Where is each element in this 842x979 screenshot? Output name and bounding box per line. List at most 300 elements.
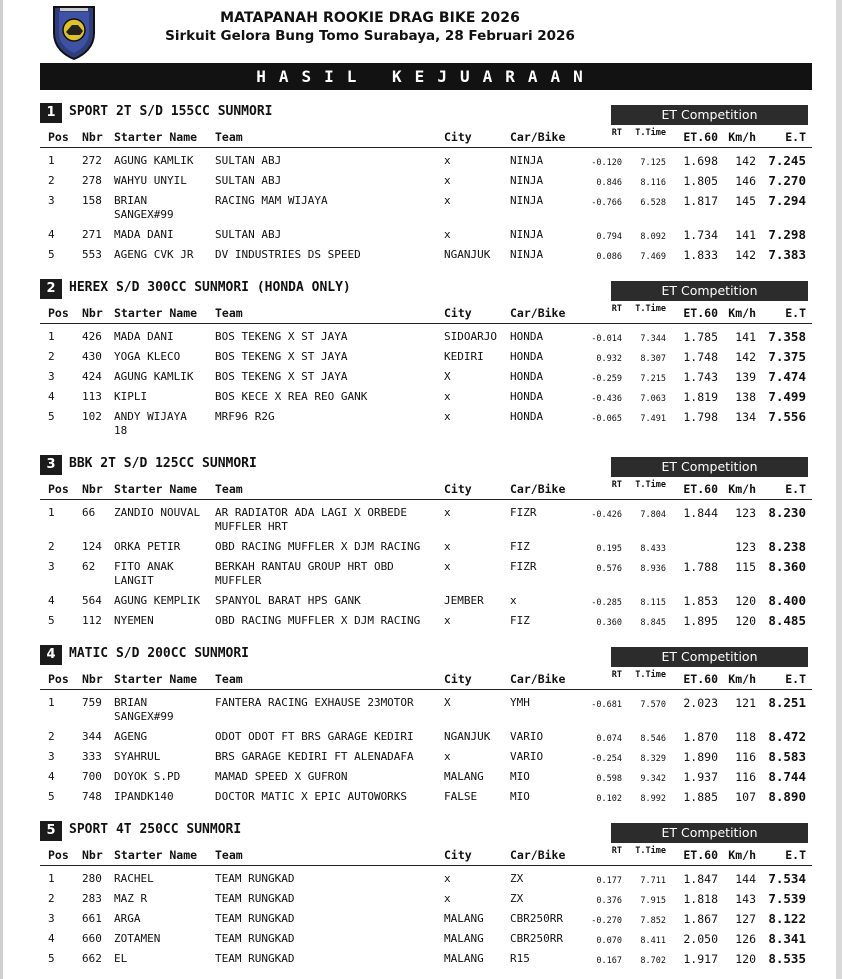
- cell-elapsed-time: 7.294: [768, 193, 806, 208]
- cell-bike: HONDA: [510, 350, 544, 363]
- result-row: [40, 912, 812, 926]
- cell-elapsed-time: 7.534: [768, 871, 806, 886]
- cell-et60: 1.788: [683, 560, 718, 574]
- column-header-starter-name: Starter Name: [114, 306, 198, 320]
- cell-speed: 127: [735, 912, 756, 926]
- cell-starter-name: SYAHRUL: [114, 750, 161, 763]
- column-header-bike: Car/Bike: [510, 672, 566, 686]
- cell-number: 430: [82, 350, 102, 363]
- result-row: [40, 594, 812, 608]
- column-header-reaction-time: RT: [611, 480, 622, 490]
- category-number: 2: [40, 279, 62, 299]
- cell-total-time: 7.570: [640, 700, 666, 710]
- cell-reaction-time: -0.259: [591, 374, 622, 384]
- category-number: 5: [40, 821, 62, 841]
- cell-position: 4: [48, 932, 55, 945]
- cell-total-time: 7.215: [640, 374, 666, 384]
- cell-number: 426: [82, 330, 102, 343]
- column-header-starter-name: Starter Name: [114, 130, 198, 144]
- column-header-elapsed-time: E.T: [785, 130, 806, 144]
- cell-bike: HONDA: [510, 330, 544, 343]
- cell-elapsed-time: 8.535: [768, 951, 806, 966]
- event-logo: [50, 3, 98, 61]
- category-header: [40, 645, 812, 667]
- column-header-team: Team: [215, 848, 243, 862]
- cell-team: MAMAD SPEED X GUFRON: [215, 770, 348, 783]
- column-header-starter-name: Starter Name: [114, 672, 198, 686]
- cell-starter-name: RACHEL: [114, 872, 154, 885]
- cell-city: x: [444, 540, 451, 553]
- cell-et60: 1.844: [683, 506, 718, 520]
- cell-bike: FIZR: [510, 560, 537, 573]
- cell-elapsed-time: 8.485: [768, 613, 806, 628]
- cell-reaction-time: -0.436: [591, 394, 622, 404]
- cell-team: ODOT ODOT FT BRS GARAGE KEDIRI: [215, 730, 414, 743]
- result-row: [40, 770, 812, 784]
- left-frame-border: [0, 0, 3, 979]
- cell-starter-name: MAZ R: [114, 892, 148, 905]
- cell-speed: 142: [735, 154, 756, 168]
- cell-bike: CBR250RR: [510, 912, 563, 925]
- cell-elapsed-time: 7.556: [768, 409, 806, 424]
- result-row: [40, 154, 812, 168]
- column-header-et60: ET.60: [683, 672, 718, 686]
- cell-team: TEAM RUNGKAD: [215, 952, 295, 965]
- column-header-number: Nbr: [82, 306, 103, 320]
- cell-total-time: 7.915: [640, 896, 666, 906]
- category-section: [40, 279, 812, 437]
- cell-city: x: [444, 154, 451, 167]
- column-header-reaction-time: RT: [611, 304, 622, 314]
- cell-position: 4: [48, 770, 55, 783]
- cell-position: 4: [48, 390, 55, 403]
- cell-speed: 120: [735, 952, 756, 966]
- category-name: MATIC S/D 200CC SUNMORI: [69, 646, 250, 661]
- cell-speed: 146: [735, 174, 756, 188]
- column-header-et60: ET.60: [683, 482, 718, 496]
- cell-et60: 1.818: [683, 892, 718, 906]
- cell-number: 102: [82, 410, 102, 423]
- cell-position: 3: [48, 370, 55, 383]
- cell-total-time: 7.491: [640, 414, 666, 424]
- column-header-city: City: [444, 130, 472, 144]
- cell-city: x: [444, 194, 451, 207]
- cell-team: OBD RACING MUFFLER X DJM RACING: [215, 614, 421, 627]
- column-header-team: Team: [215, 130, 243, 144]
- cell-et60: 1.917: [683, 952, 718, 966]
- cell-number: 662: [82, 952, 102, 965]
- cell-city: X: [444, 370, 451, 383]
- cell-bike: YMH: [510, 696, 530, 709]
- cell-starter-name: MADA DANI: [114, 228, 174, 241]
- category-section: [40, 103, 812, 262]
- column-header-bike: Car/Bike: [510, 848, 566, 862]
- cell-reaction-time: 0.598: [596, 774, 622, 784]
- cell-et60: 1.833: [683, 248, 718, 262]
- cell-team: TEAM RUNGKAD: [215, 932, 295, 945]
- cell-speed: 116: [735, 770, 756, 784]
- cell-position: 3: [48, 560, 55, 573]
- cell-starter-name: AGUNG KAMLIK: [114, 370, 194, 383]
- column-header-speed: Km/h: [728, 672, 756, 686]
- column-header-team: Team: [215, 306, 243, 320]
- cell-city: x: [444, 390, 451, 403]
- cell-number: 661: [82, 912, 102, 925]
- cell-total-time: 7.852: [640, 916, 666, 926]
- cell-speed: 141: [735, 330, 756, 344]
- cell-city: FALSE: [444, 790, 478, 803]
- cell-number: 759: [82, 696, 102, 709]
- cell-total-time: 8.115: [640, 598, 666, 608]
- cell-reaction-time: -0.014: [591, 334, 622, 344]
- cell-elapsed-time: 8.583: [768, 749, 806, 764]
- category-name: SPORT 2T S/D 155CC SUNMORI: [69, 104, 273, 119]
- result-row: [40, 952, 812, 966]
- cell-speed: 134: [735, 410, 756, 424]
- cell-total-time: 9.342: [640, 774, 666, 784]
- cell-reaction-time: 0.376: [596, 896, 622, 906]
- cell-position: 2: [48, 892, 55, 905]
- column-header-total-time: T.Time: [635, 304, 666, 314]
- cell-bike: MIO: [510, 770, 530, 783]
- cell-total-time: 8.936: [640, 564, 666, 574]
- cell-reaction-time: 0.074: [596, 734, 622, 744]
- cell-starter-name: KIPLI: [114, 390, 148, 403]
- cell-elapsed-time: 7.499: [768, 389, 806, 404]
- cell-total-time: 8.433: [640, 544, 666, 554]
- cell-total-time: 7.063: [640, 394, 666, 404]
- cell-reaction-time: 0.086: [596, 252, 622, 262]
- column-header-bike: Car/Bike: [510, 306, 566, 320]
- cell-position: 5: [48, 410, 55, 423]
- cell-bike: FIZR: [510, 506, 537, 519]
- cell-position: 3: [48, 750, 55, 763]
- cell-team: OBD RACING MUFFLER X DJM RACING: [215, 540, 421, 553]
- cell-bike: HONDA: [510, 390, 544, 403]
- cell-reaction-time: -0.120: [591, 158, 622, 168]
- cell-city: NGANJUK: [444, 248, 491, 261]
- cell-reaction-time: 0.360: [596, 618, 622, 628]
- cell-total-time: 7.804: [640, 510, 666, 520]
- cell-starter-name: ARGA: [114, 912, 141, 925]
- cell-number: 553: [82, 248, 102, 261]
- cell-reaction-time: -0.681: [591, 700, 622, 710]
- cell-number: 62: [82, 560, 96, 573]
- cell-reaction-time: 0.576: [596, 564, 622, 574]
- cell-bike: NINJA: [510, 154, 544, 167]
- category-number: 1: [40, 103, 62, 123]
- cell-et60: 1.853: [683, 594, 718, 608]
- cell-et60: 1.819: [683, 390, 718, 404]
- cell-speed: 115: [735, 560, 756, 574]
- cell-bike: CBR250RR: [510, 932, 563, 945]
- cell-position: 1: [48, 330, 55, 343]
- category-name: BBK 2T S/D 125CC SUNMORI: [69, 456, 257, 471]
- cell-et60: 1.895: [683, 614, 718, 628]
- cell-city: MALANG: [444, 912, 484, 925]
- cell-team: BOS TEKENG X ST JAYA: [215, 350, 348, 363]
- category-section: [40, 821, 812, 966]
- cell-number: 112: [82, 614, 102, 627]
- category-number: 4: [40, 645, 62, 665]
- cell-reaction-time: -0.254: [591, 754, 622, 764]
- column-header-et60: ET.60: [683, 306, 718, 320]
- cell-starter-name: AGUNG KEMPLIK: [114, 594, 201, 607]
- result-row: [40, 330, 812, 344]
- cell-number: 700: [82, 770, 102, 783]
- cell-number: 66: [82, 506, 96, 519]
- category-header: [40, 279, 812, 301]
- column-header-speed: Km/h: [728, 848, 756, 862]
- cell-elapsed-time: 7.383: [768, 247, 806, 262]
- cell-city: MALANG: [444, 770, 484, 783]
- column-header-row: [40, 844, 812, 866]
- cell-number: 344: [82, 730, 102, 743]
- cell-team: BOS TEKENG X ST JAYA: [215, 370, 348, 383]
- cell-reaction-time: 0.846: [596, 178, 622, 188]
- cell-bike: NINJA: [510, 194, 544, 207]
- column-header-row: [40, 668, 812, 690]
- column-header-team: Team: [215, 482, 243, 496]
- cell-city: x: [444, 410, 451, 423]
- column-header-speed: Km/h: [728, 306, 756, 320]
- cell-speed: 123: [735, 540, 756, 554]
- column-header-number: Nbr: [82, 848, 103, 862]
- cell-et60: 1.937: [683, 770, 718, 784]
- cell-total-time: 7.125: [640, 158, 666, 168]
- cell-city: MALANG: [444, 932, 484, 945]
- cell-position: 5: [48, 248, 55, 261]
- cell-reaction-time: 0.167: [596, 956, 622, 966]
- column-header-position: Pos: [48, 672, 69, 686]
- cell-bike: VARIO: [510, 730, 544, 743]
- cell-team: FANTERA RACING EXHAUSE 23MOTOR: [215, 696, 414, 709]
- cell-speed: 142: [735, 350, 756, 364]
- cell-et60: 1.805: [683, 174, 718, 188]
- results-banner: HASIL KEJUARAAN: [40, 63, 812, 90]
- cell-team: SPANYOL BARAT HPS GANK: [215, 594, 361, 607]
- cell-elapsed-time: 7.358: [768, 329, 806, 344]
- cell-et60: 1.698: [683, 154, 718, 168]
- cell-team: BERKAH RANTAU GROUP HRT OBD MUFFLER: [215, 560, 394, 587]
- cell-starter-name: MADA DANI: [114, 330, 174, 343]
- column-header-number: Nbr: [82, 672, 103, 686]
- cell-reaction-time: -0.766: [591, 198, 622, 208]
- cell-starter-name: BRIAN SANGEX#99: [114, 194, 174, 221]
- cell-city: SIDOARJO: [444, 330, 497, 343]
- cell-city: KEDIRI: [444, 350, 484, 363]
- column-header-reaction-time: RT: [611, 846, 622, 856]
- cell-bike: HONDA: [510, 410, 544, 423]
- result-row: [40, 350, 812, 364]
- result-row: [40, 390, 812, 404]
- result-row: [40, 370, 812, 384]
- cell-number: 333: [82, 750, 102, 763]
- cell-elapsed-time: 8.251: [768, 695, 806, 710]
- cell-number: 271: [82, 228, 102, 241]
- cell-starter-name: ANDY WIJAYA 18: [114, 410, 187, 437]
- competition-type-badge: ET Competition: [611, 457, 808, 477]
- cell-elapsed-time: 8.890: [768, 789, 806, 804]
- cell-speed: 120: [735, 594, 756, 608]
- cell-team: TEAM RUNGKAD: [215, 892, 295, 905]
- category-section: [40, 455, 812, 628]
- cell-et60: 2.023: [683, 696, 718, 710]
- cell-reaction-time: -0.426: [591, 510, 622, 520]
- column-header-position: Pos: [48, 482, 69, 496]
- column-header-city: City: [444, 848, 472, 862]
- cell-position: 2: [48, 350, 55, 363]
- cell-city: x: [444, 228, 451, 241]
- result-row: [40, 248, 812, 262]
- cell-position: 4: [48, 228, 55, 241]
- cell-elapsed-time: 8.230: [768, 505, 806, 520]
- cell-reaction-time: -0.065: [591, 414, 622, 424]
- cell-et60: 1.867: [683, 912, 718, 926]
- cell-total-time: 7.344: [640, 334, 666, 344]
- cell-starter-name: DOYOK S.PD: [114, 770, 181, 783]
- result-row: [40, 410, 812, 438]
- column-header-elapsed-time: E.T: [785, 306, 806, 320]
- result-row: [40, 194, 812, 222]
- cell-position: 5: [48, 614, 55, 627]
- column-header-speed: Km/h: [728, 482, 756, 496]
- column-header-row: [40, 302, 812, 324]
- cell-elapsed-time: 8.341: [768, 931, 806, 946]
- cell-starter-name: ZOTAMEN: [114, 932, 161, 945]
- cell-team: SULTAN ABJ: [215, 228, 282, 241]
- cell-city: x: [444, 750, 451, 763]
- competition-type-badge: ET Competition: [611, 823, 808, 843]
- cell-team: DOCTOR MATIC X EPIC AUTOWORKS: [215, 790, 408, 803]
- cell-team: BOS TEKENG X ST JAYA: [215, 330, 348, 343]
- cell-team: AR RADIATOR ADA LAGI X ORBEDE MUFFLER HRT: [215, 506, 408, 533]
- cell-number: 278: [82, 174, 102, 187]
- cell-number: 280: [82, 872, 102, 885]
- column-header-team: Team: [215, 672, 243, 686]
- cell-reaction-time: 0.102: [596, 794, 622, 804]
- result-row: [40, 560, 812, 588]
- cell-total-time: 8.702: [640, 956, 666, 966]
- cell-starter-name: IPANDK140: [114, 790, 174, 803]
- column-header-elapsed-time: E.T: [785, 482, 806, 496]
- cell-bike: NINJA: [510, 228, 544, 241]
- cell-total-time: 6.528: [640, 198, 666, 208]
- cell-number: 124: [82, 540, 102, 553]
- cell-position: 2: [48, 174, 55, 187]
- cell-et60: 1.785: [683, 330, 718, 344]
- cell-starter-name: YOGA KLECO: [114, 350, 181, 363]
- cell-elapsed-time: 7.375: [768, 349, 806, 364]
- column-header-et60: ET.60: [683, 130, 718, 144]
- result-row: [40, 790, 812, 804]
- cell-et60: 1.798: [683, 410, 718, 424]
- cell-position: 3: [48, 912, 55, 925]
- cell-et60: 1.734: [683, 228, 718, 242]
- cell-et60: 1.885: [683, 790, 718, 804]
- cell-team: TEAM RUNGKAD: [215, 912, 295, 925]
- cell-position: 1: [48, 872, 55, 885]
- cell-speed: 141: [735, 228, 756, 242]
- cell-bike: FIZ: [510, 540, 530, 553]
- cell-speed: 118: [735, 730, 756, 744]
- cell-speed: 142: [735, 248, 756, 262]
- column-header-elapsed-time: E.T: [785, 848, 806, 862]
- cell-elapsed-time: 8.472: [768, 729, 806, 744]
- cell-number: 564: [82, 594, 102, 607]
- category-header: [40, 103, 812, 125]
- cell-bike: NINJA: [510, 174, 544, 187]
- cell-number: 113: [82, 390, 102, 403]
- cell-bike: ZX: [510, 892, 524, 905]
- right-frame-border: [836, 0, 842, 979]
- cell-elapsed-time: 7.474: [768, 369, 806, 384]
- cell-elapsed-time: 7.245: [768, 153, 806, 168]
- cell-position: 5: [48, 790, 55, 803]
- cell-starter-name: AGENG CVK JR: [114, 248, 194, 261]
- column-header-total-time: T.Time: [635, 670, 666, 680]
- cell-starter-name: BRIAN SANGEX#99: [114, 696, 174, 723]
- cell-number: 748: [82, 790, 102, 803]
- cell-team: TEAM RUNGKAD: [215, 872, 295, 885]
- cell-city: JEMBER: [444, 594, 484, 607]
- cell-speed: 107: [735, 790, 756, 804]
- cell-number: 283: [82, 892, 102, 905]
- cell-elapsed-time: 8.360: [768, 559, 806, 574]
- cell-starter-name: ZANDIO NOUVAL: [114, 506, 201, 519]
- competition-type-badge: ET Competition: [611, 281, 808, 301]
- column-header-total-time: T.Time: [635, 846, 666, 856]
- cell-team: BRS GARAGE KEDIRI FT ALENADAFA: [215, 750, 414, 763]
- cell-team: MRF96 R2G: [215, 410, 275, 423]
- cell-city: x: [444, 506, 451, 519]
- column-header-total-time: T.Time: [635, 128, 666, 138]
- cell-city: x: [444, 560, 451, 573]
- cell-total-time: 8.546: [640, 734, 666, 744]
- cell-bike: VARIO: [510, 750, 544, 763]
- result-row: [40, 506, 812, 534]
- column-header-number: Nbr: [82, 482, 103, 496]
- cell-speed: 144: [735, 872, 756, 886]
- cell-position: 2: [48, 730, 55, 743]
- cell-elapsed-time: 8.122: [768, 911, 806, 926]
- cell-city: x: [444, 872, 451, 885]
- cell-bike: MIO: [510, 790, 530, 803]
- cell-bike: NINJA: [510, 248, 544, 261]
- cell-city: NGANJUK: [444, 730, 491, 743]
- cell-elapsed-time: 8.744: [768, 769, 806, 784]
- column-header-reaction-time: RT: [611, 128, 622, 138]
- cell-elapsed-time: 7.270: [768, 173, 806, 188]
- cell-reaction-time: 0.794: [596, 232, 622, 242]
- cell-speed: 139: [735, 370, 756, 384]
- category-name: SPORT 4T 250CC SUNMORI: [69, 822, 242, 837]
- result-row: [40, 730, 812, 744]
- cell-elapsed-time: 7.298: [768, 227, 806, 242]
- column-header-city: City: [444, 672, 472, 686]
- column-header-et60: ET.60: [683, 848, 718, 862]
- cell-reaction-time: 0.070: [596, 936, 622, 946]
- cell-city: x: [444, 174, 451, 187]
- cell-starter-name: AGENG: [114, 730, 148, 743]
- column-header-number: Nbr: [82, 130, 103, 144]
- cell-team: SULTAN ABJ: [215, 174, 282, 187]
- column-header-total-time: T.Time: [635, 480, 666, 490]
- cell-position: 5: [48, 952, 55, 965]
- competition-type-badge: ET Competition: [611, 105, 808, 125]
- cell-total-time: 8.845: [640, 618, 666, 628]
- competition-type-badge: ET Competition: [611, 647, 808, 667]
